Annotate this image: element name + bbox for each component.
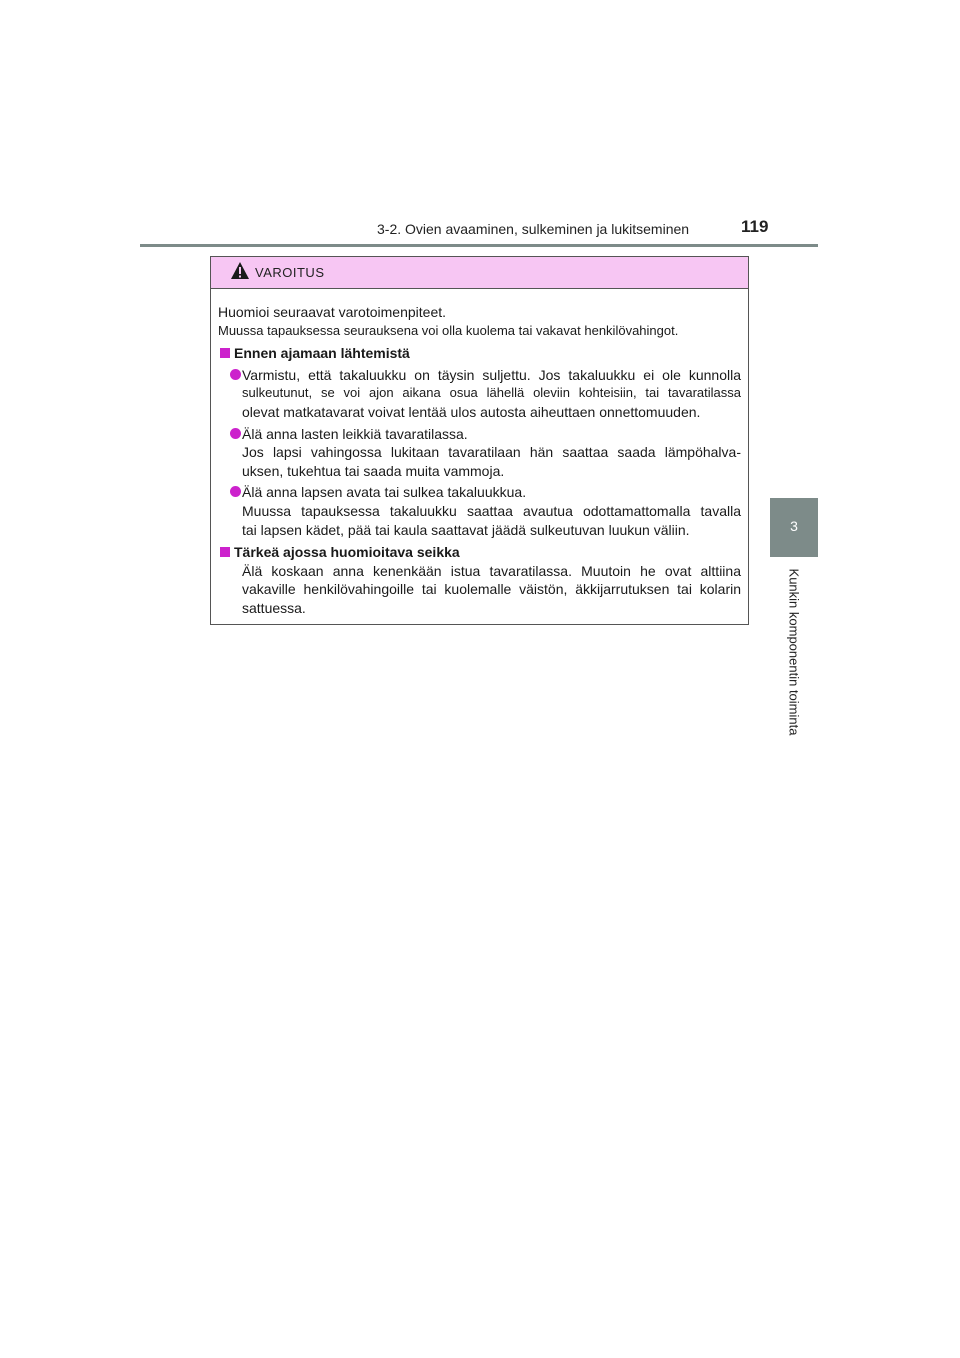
section-paragraph xyxy=(218,562,741,618)
warning-consequence: Muussa tapauksessa seurauksena voi olla kuolema tai vakavat henkilövahingot. xyxy=(218,322,679,338)
square-bullet-icon xyxy=(220,348,230,358)
bullet-dot-icon xyxy=(230,428,241,439)
page-number: 119 xyxy=(741,217,769,236)
paragraph-line: sattuessa. xyxy=(242,599,306,616)
warning-header xyxy=(211,257,748,289)
bullet-line: Älä anna lapsen avata tai sulkea takaluukkua. xyxy=(242,484,527,501)
warning-triangle-icon xyxy=(230,261,250,280)
bullet-line: Älä anna lasten leikkiä tavaratilassa. xyxy=(242,425,468,442)
warning-body xyxy=(211,289,748,618)
warning-title: VAROITUS xyxy=(255,265,325,280)
chapter-label: Kunkin komponentin toiminta xyxy=(786,568,802,736)
bullet-dot-icon xyxy=(230,486,241,497)
section-title: 3-2. Ovien avaaminen, sulkeminen ja lukitseminen xyxy=(377,221,690,237)
section-heading-text: Ennen ajamaan lähtemistä xyxy=(234,345,410,362)
bullet-line: Muussa tapauksessa takaluukku saattaa avautua odottamattomalla tavalla xyxy=(242,502,741,519)
section-heading-text: Tärkeä ajossa huomioitava seikka xyxy=(234,544,460,561)
bullet-dot-icon xyxy=(230,369,241,380)
bullet-line: tai lapsen kädet, pää tai kaula saattavat jäädä sulkeutuvan luukun väliin. xyxy=(242,521,690,538)
bullet-line: Varmistu, että takaluukku on täysin suljettu. Jos takaluukku ei ole kunnolla xyxy=(242,366,741,383)
warning-intro: Huomioi seuraavat varotoimenpiteet. xyxy=(218,304,447,320)
list-item xyxy=(218,483,741,539)
list-item xyxy=(218,366,741,422)
section-heading-driving xyxy=(218,543,741,562)
list-item xyxy=(218,425,741,481)
paragraph-line: Älä koskaan anna kenenkään istua tavaratilassa. Muutoin he ovat alttiina xyxy=(242,562,741,579)
bullet-line: olevat matkatavarat voivat lentää ulos autosta aiheuttaen onnettomuuden. xyxy=(242,403,701,420)
chapter-tab xyxy=(770,498,818,557)
chapter-number: 3 xyxy=(790,518,798,534)
bullet-line: sulkeutunut, se voi ajon aikana osua lähellä oleviin kohteisiin, tai tavaratilassa xyxy=(242,385,741,401)
section-heading-before-driving xyxy=(218,344,741,363)
square-bullet-icon xyxy=(220,547,230,557)
bullet-line: uksen, tukehtua tai saada muita vammoja. xyxy=(242,462,505,479)
paragraph-line: vakaville henkilövahingoille tai kuolemalle väistön, äkkijarrutuksen tai kolarin xyxy=(242,581,741,598)
bullet-line: Jos lapsi vahingossa lukitaan tavaratilaan hän saattaa saada lämpöhalva- xyxy=(242,444,741,461)
warning-box xyxy=(210,256,749,625)
header-rule xyxy=(140,244,818,247)
